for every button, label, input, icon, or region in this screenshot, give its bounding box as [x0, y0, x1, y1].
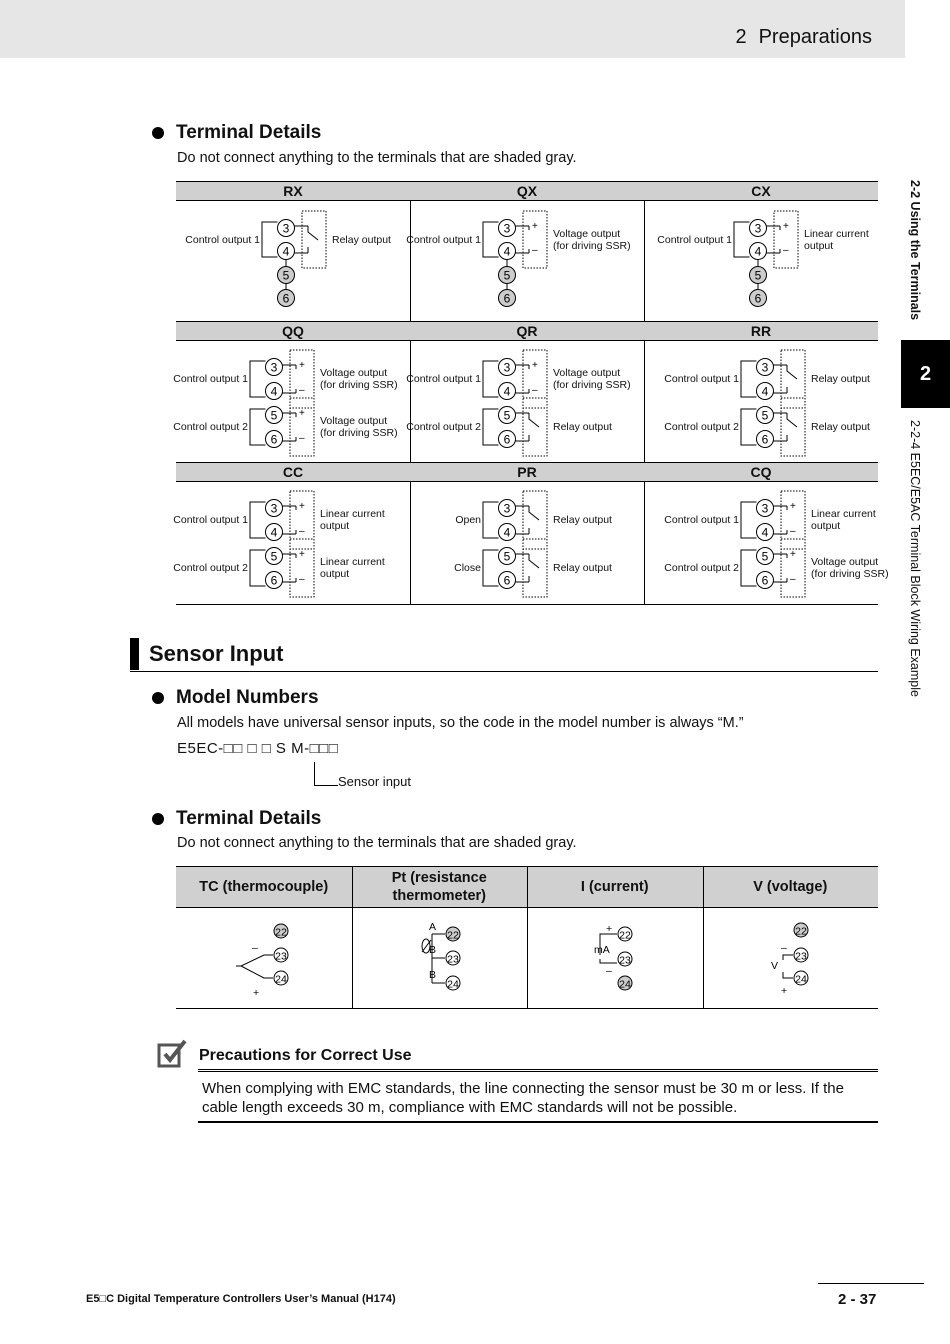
svg-text:24: 24: [794, 973, 807, 986]
terminal-3: [499, 220, 516, 237]
svg-text:3: 3: [270, 360, 278, 375]
ma-label: mA: [594, 944, 610, 956]
plus-sign: +: [606, 923, 613, 935]
model-code-label: Sensor input: [338, 774, 411, 789]
side-section-label: 2-2 Using the Terminals: [908, 180, 922, 321]
terminal-23: [446, 951, 460, 966]
svg-text:22: 22: [446, 929, 459, 942]
svg-text:6: 6: [503, 573, 511, 588]
terminal-4: [266, 524, 283, 541]
svg-text:6: 6: [270, 432, 278, 447]
terminal-24: [794, 971, 808, 986]
terminal-cell-cq: [644, 482, 889, 605]
output-type-label: output: [320, 520, 350, 532]
footer-rule: [818, 1283, 924, 1284]
terminal-6: [750, 290, 767, 307]
terminal-cell-cc: [173, 482, 410, 605]
svg-text:6: 6: [503, 432, 511, 447]
svg-text:3: 3: [503, 501, 511, 516]
channel-wiring: [483, 398, 547, 456]
terminal-6: [757, 431, 774, 448]
output-type-label: (for driving SSR): [553, 379, 631, 391]
terminal-cell-pr: [410, 482, 644, 605]
terminal-code-qq: QQ: [176, 321, 410, 341]
channel-wiring: [741, 491, 805, 549]
plus-sign: +: [532, 221, 538, 232]
plus-sign: +: [299, 360, 305, 371]
channel-label: Control output 2: [664, 421, 739, 433]
sensor-wiring: [236, 955, 273, 978]
svg-text:6: 6: [282, 291, 290, 306]
section-bar: [130, 638, 139, 670]
channel-wiring: [250, 491, 314, 549]
terminal-6: [499, 572, 516, 589]
terminal-6: [278, 290, 295, 307]
svg-text:24: 24: [446, 978, 459, 991]
terminal-details-note: Do not connect anything to the terminals that are shaded gray.: [177, 150, 577, 166]
terminal-5: [757, 407, 774, 424]
minus-sign: –: [299, 526, 305, 537]
side-subsection-label: 2-2-4 E5EC/E5AC Terminal Block Wiring Example: [908, 420, 922, 697]
terminal-6: [266, 572, 283, 589]
pt-label-b: B: [428, 944, 436, 956]
terminal-4: [266, 383, 283, 400]
model-code-pointer: [314, 762, 338, 786]
terminal-24: [446, 976, 460, 991]
terminal-4: [499, 383, 516, 400]
svg-text:5: 5: [761, 408, 769, 423]
model-code: E5EC-□□ □ □ S M-□□□: [177, 740, 339, 757]
svg-text:5: 5: [503, 408, 511, 423]
terminal-code-rx: RX: [176, 181, 410, 201]
svg-text:23: 23: [446, 953, 459, 966]
svg-text:3: 3: [761, 501, 769, 516]
terminal-6: [499, 431, 516, 448]
plus-sign: +: [783, 221, 789, 232]
output-type-label: Linear current: [320, 556, 385, 568]
terminal-23: [794, 948, 808, 963]
svg-text:4: 4: [503, 525, 511, 540]
terminal-3: [278, 220, 295, 237]
sensor-column-header: V (voltage): [703, 867, 879, 908]
sensor-terminal-table: [176, 866, 878, 1009]
channel-wiring: [250, 350, 314, 408]
terminal-24: [274, 971, 288, 986]
terminal-4: [757, 524, 774, 541]
output-type-label: Linear current: [320, 508, 385, 520]
minus-sign: –: [299, 574, 305, 585]
terminal-code-qx: QX: [410, 181, 644, 201]
terminal-5: [750, 267, 767, 284]
plus-sign: +: [253, 987, 260, 999]
v-label: V: [770, 960, 778, 972]
plus-sign: +: [299, 408, 305, 419]
channel-wiring: [483, 539, 547, 597]
channel-label: Control output 1: [664, 514, 739, 526]
plus-sign: +: [780, 985, 787, 997]
terminal-5: [499, 267, 516, 284]
channel-label: Control output 1: [173, 514, 248, 526]
svg-text:3: 3: [270, 501, 278, 516]
svg-text:3: 3: [503, 221, 511, 236]
terminal-code-pr: PR: [410, 462, 644, 482]
terminal-3: [750, 220, 767, 237]
channel-label: Control output 1: [185, 233, 260, 246]
plus-sign: +: [532, 360, 538, 371]
bullet-icon: [152, 692, 164, 704]
terminal-details-heading: Terminal Details: [152, 122, 321, 144]
precautions-text: When complying with EMC standards, the line connecting the sensor must be 30 m or less. If the cable length exceeds 30 m, compliance with EMC standards will not be possible.: [198, 1069, 878, 1123]
output-type-label: (for driving SSR): [320, 379, 398, 391]
output-type-label: Linear current: [811, 508, 876, 520]
terminal-4: [499, 524, 516, 541]
terminal-3: [757, 359, 774, 376]
terminal-code-rr: RR: [644, 321, 878, 341]
plus-sign: +: [299, 501, 305, 512]
pt-label-a: A: [428, 921, 436, 933]
svg-text:5: 5: [754, 268, 762, 283]
terminal-6: [757, 572, 774, 589]
output-type-label: output: [804, 239, 834, 252]
sensor-terminal-heading: Terminal Details: [152, 808, 321, 830]
output-type-label: Voltage output: [553, 227, 621, 240]
svg-text:3: 3: [754, 221, 762, 236]
precaution-icon: [156, 1038, 188, 1070]
svg-text:23: 23: [794, 950, 807, 963]
svg-text:5: 5: [503, 549, 511, 564]
terminal-code-cx: CX: [644, 181, 878, 201]
pt-label-b2: B: [428, 969, 436, 981]
svg-text:6: 6: [761, 573, 769, 588]
terminal-4: [278, 243, 295, 260]
terminal-22: [274, 924, 288, 939]
terminal-22: [446, 927, 460, 942]
terminal-code-qr: QR: [410, 321, 644, 341]
chapter-heading: 2 Preparations: [735, 26, 872, 48]
terminal-5: [757, 548, 774, 565]
output-type-label: Voltage output: [320, 367, 388, 379]
channel-label: Control output 2: [173, 421, 248, 433]
svg-text:22: 22: [275, 926, 287, 939]
bullet-icon: [152, 127, 164, 139]
minus-sign: –: [790, 526, 796, 537]
terminal-3: [266, 359, 283, 376]
terminal-4: [757, 383, 774, 400]
terminal-22: [618, 927, 632, 942]
svg-text:6: 6: [270, 573, 278, 588]
channel-wiring: [483, 211, 547, 268]
terminal-6: [499, 290, 516, 307]
output-type-label: Voltage output: [553, 367, 621, 379]
svg-text:23: 23: [275, 950, 287, 963]
svg-text:4: 4: [754, 244, 762, 259]
channel-wiring: [734, 211, 798, 268]
svg-text:4: 4: [761, 525, 769, 540]
terminal-cell-qr: [406, 341, 644, 462]
svg-text:5: 5: [761, 549, 769, 564]
output-type-label: Relay output: [553, 562, 612, 574]
plus-sign: +: [790, 501, 796, 512]
terminal-3: [499, 500, 516, 517]
terminal-cell-cx: [644, 201, 878, 321]
terminal-cell-qq: [173, 341, 410, 462]
svg-text:6: 6: [503, 291, 511, 306]
plus-sign: +: [299, 549, 305, 560]
channel-label: Control output 1: [657, 233, 732, 246]
channel-label: Control output 2: [664, 562, 739, 574]
output-terminal-table: [173, 181, 889, 605]
channel-label: Control output 1: [173, 373, 248, 385]
terminal-4: [750, 243, 767, 260]
channel-label: Control output 1: [406, 233, 481, 246]
output-type-label: Relay output: [553, 421, 612, 433]
model-numbers-note: All models have universal sensor inputs, so the code in the model number is always “M.”: [177, 715, 744, 731]
svg-text:23: 23: [619, 954, 631, 967]
page-number: 2 - 37: [838, 1291, 877, 1308]
svg-text:3: 3: [761, 360, 769, 375]
channel-wiring: [262, 211, 326, 268]
output-type-label: (for driving SSR): [811, 568, 889, 580]
terminal-23: [618, 952, 632, 967]
svg-text:6: 6: [754, 291, 762, 306]
terminal-cell-rx: [176, 201, 410, 321]
minus-sign: –: [783, 245, 789, 256]
svg-text:3: 3: [503, 360, 511, 375]
output-type-label: (for driving SSR): [553, 239, 631, 252]
channel-wiring: [250, 539, 314, 597]
sensor-cell-i: [527, 908, 702, 1008]
terminal-22: [794, 923, 808, 938]
channel-label: Control output 2: [406, 421, 481, 433]
terminal-4: [499, 243, 516, 260]
minus-sign: –: [790, 574, 796, 585]
terminal-cell-qx: [406, 201, 644, 321]
terminal-6: [266, 431, 283, 448]
sensor-cell-v: [703, 908, 878, 1008]
output-type-label: Voltage output: [811, 556, 879, 568]
svg-text:4: 4: [270, 525, 278, 540]
terminal-code-cq: CQ: [644, 462, 878, 482]
plus-sign: +: [790, 549, 796, 560]
svg-text:5: 5: [282, 268, 290, 283]
svg-text:4: 4: [503, 244, 511, 259]
terminal-3: [266, 500, 283, 517]
svg-text:22: 22: [794, 925, 807, 938]
output-type-label: Relay output: [811, 421, 870, 433]
sensor-terminal-note: Do not connect anything to the terminals that are shaded gray.: [177, 835, 577, 851]
terminal-24: [618, 976, 632, 991]
sensor-column-header: TC (thermocouple): [176, 867, 352, 908]
channel-wiring: [741, 350, 805, 408]
svg-text:4: 4: [503, 384, 511, 399]
terminal-cell-rr: [644, 341, 878, 462]
channel-label: Control output 1: [664, 373, 739, 385]
minus-sign: –: [252, 942, 258, 954]
bullet-icon: [152, 813, 164, 825]
terminal-23: [274, 948, 288, 963]
minus-sign: –: [532, 385, 538, 396]
svg-text:4: 4: [282, 244, 290, 259]
output-type-label: output: [811, 520, 841, 532]
precautions-title: Precautions for Correct Use: [199, 1047, 412, 1064]
footer-manual-title: E5□C Digital Temperature Controllers User’s Manual (H174): [86, 1293, 396, 1305]
channel-label: Close: [454, 562, 481, 574]
minus-sign: –: [299, 433, 305, 444]
svg-text:22: 22: [619, 929, 631, 942]
sensor-cell-pt: [352, 908, 527, 1008]
minus-sign: –: [532, 245, 538, 256]
output-type-label: (for driving SSR): [320, 427, 398, 439]
output-type-label: Linear current: [804, 227, 869, 240]
svg-text:4: 4: [270, 384, 278, 399]
output-type-label: Relay output: [332, 233, 391, 246]
output-type-label: output: [320, 568, 350, 580]
terminal-5: [499, 407, 516, 424]
channel-wiring: [250, 398, 314, 456]
svg-text:5: 5: [503, 268, 511, 283]
channel-wiring: [483, 491, 547, 549]
model-numbers-heading: Model Numbers: [152, 687, 319, 709]
terminal-3: [757, 500, 774, 517]
svg-text:5: 5: [270, 408, 278, 423]
output-type-label: Voltage output: [320, 415, 388, 427]
svg-text:3: 3: [282, 221, 290, 236]
terminal-5: [278, 267, 295, 284]
terminal-5: [266, 407, 283, 424]
sensor-column-header: Pt (resistance thermometer): [352, 867, 528, 908]
channel-wiring: [483, 350, 547, 408]
sensor-cell-tc: [176, 908, 351, 1008]
channel-label: Control output 2: [173, 562, 248, 574]
sensor-wiring: [783, 955, 793, 978]
output-type-label: Relay output: [811, 373, 870, 385]
channel-wiring: [741, 539, 805, 597]
minus-sign: –: [606, 965, 612, 977]
channel-label: Open: [455, 514, 481, 526]
terminal-3: [499, 359, 516, 376]
svg-text:24: 24: [275, 973, 287, 986]
channel-wiring: [741, 398, 805, 456]
svg-text:4: 4: [761, 384, 769, 399]
output-type-label: Relay output: [553, 514, 612, 526]
svg-text:5: 5: [270, 549, 278, 564]
section-title: Sensor Input: [149, 641, 284, 666]
svg-text:24: 24: [619, 978, 631, 991]
sensor-input-section: [130, 638, 878, 672]
terminal-code-cc: CC: [176, 462, 410, 482]
terminal-5: [499, 548, 516, 565]
channel-label: Control output 1: [406, 373, 481, 385]
svg-text:6: 6: [761, 432, 769, 447]
terminal-5: [266, 548, 283, 565]
sensor-column-header: I (current): [527, 867, 703, 908]
minus-sign: –: [780, 942, 787, 954]
chapter-tab: 2: [901, 340, 950, 408]
minus-sign: –: [299, 385, 305, 396]
